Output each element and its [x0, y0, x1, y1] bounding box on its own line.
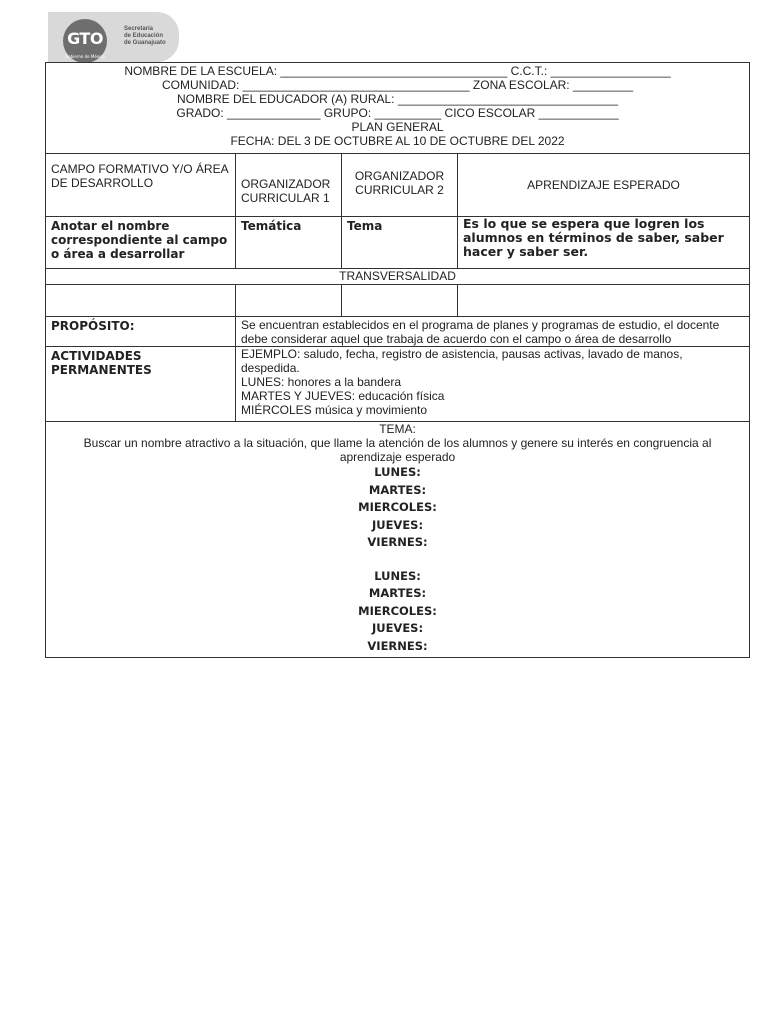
aprendizaje-value: Es lo que se espera que logren los alumnos en términos de saber, saber hacer y saber ser.	[458, 217, 750, 269]
logo-line-1: Secretaría	[124, 26, 154, 32]
proposito-row	[46, 317, 750, 347]
day-viernes-1: VIERNES:	[367, 535, 428, 549]
proposito-text: Se encuentran establecidos en el programa de planes y programas de estudio, el docente debe considerar aquel que trabaja de acuerdo con el campo o área de desarrollo	[236, 317, 750, 347]
header-educador: NOMBRE DEL EDUCADOR (A) RURAL: _________________________________	[176, 92, 619, 106]
actividades-line-2: LUNES: honores a la bandera	[241, 375, 402, 389]
org1-value: Temática	[236, 217, 342, 269]
week-1-days	[51, 464, 744, 552]
transversalidad-cell-1	[46, 285, 236, 317]
tema-label: TEMA:	[379, 422, 416, 436]
actividades-line-4: MIÉRCOLES música y movimiento	[241, 403, 428, 417]
logo-text	[124, 26, 166, 47]
plan-general-table	[45, 62, 750, 658]
header-fecha: FECHA: DEL 3 DE OCTUBRE AL 10 DE OCTUBRE DEL 2022	[230, 134, 565, 148]
col-header-org2: ORGANIZADOR CURRICULAR 2	[342, 154, 458, 217]
transversalidad-cell-2	[236, 285, 342, 317]
gto-badge-text: GTO	[67, 29, 103, 48]
actividades-line-1: EJEMPLO: saludo, fecha, registro de asistencia, pausas activas, lavado de manos, despedida.	[241, 347, 683, 375]
gto-badge	[63, 19, 107, 63]
day-jueves-2: JUEVES:	[371, 621, 424, 635]
day-jueves-1: JUEVES:	[371, 517, 424, 532]
col-header-campo: CAMPO FORMATIVO Y/O ÁREA DE DESARROLLO	[46, 154, 236, 217]
content-row	[46, 217, 750, 269]
col-header-aprendizaje: APRENDIZAJE ESPERADO	[458, 154, 750, 217]
header-grado: GRADO: ______________ GRUPO: __________ CICO ESCOLAR ____________	[176, 106, 619, 120]
header-row	[46, 63, 750, 154]
week-2-days	[51, 568, 744, 656]
week-spacer	[51, 552, 744, 568]
proposito-label: PROPÓSITO:	[46, 317, 236, 347]
day-martes-1: MARTES:	[368, 482, 427, 497]
logo-line-3: de Guanajuato	[124, 40, 166, 46]
tema-text: Buscar un nombre atractivo a la situación, que llame la atención de los alumnos y genere su interés en congruencia al aprendizaje esperado	[83, 436, 712, 464]
column-headers-row	[46, 154, 750, 217]
transversalidad-cell-4	[458, 285, 750, 317]
header-plan: PLAN GENERAL	[351, 120, 444, 134]
day-lunes-1: LUNES:	[374, 465, 421, 479]
header-cell	[46, 63, 750, 154]
header-comunidad: COMUNIDAD: __________________________________ ZONA ESCOLAR: _________	[162, 78, 634, 92]
logo-line-2: de Educación	[124, 33, 164, 39]
gto-badge-subtext: Gobierno de México	[65, 54, 105, 59]
transversalidad-cell-3	[342, 285, 458, 317]
secretaria-logo	[48, 12, 179, 62]
transversalidad-label: TRANSVERSALIDAD	[46, 269, 750, 285]
day-lunes-2: LUNES:	[374, 568, 421, 583]
campo-value: Anotar el nombre correspondiente al campo o área a desarrollar	[46, 217, 236, 269]
transversalidad-content-row	[46, 285, 750, 317]
tema-cell	[46, 422, 750, 658]
col-header-org1: ORGANIZADOR CURRICULAR 1	[236, 154, 342, 217]
day-martes-2: MARTES:	[368, 586, 427, 600]
transversalidad-row	[46, 269, 750, 285]
day-miercoles-2: MIERCOLES:	[358, 603, 437, 618]
actividades-row	[46, 347, 750, 422]
tema-row	[46, 422, 750, 658]
header-escuela: NOMBRE DE LA ESCUELA: __________________________________ C.C.T.: __________________	[124, 64, 671, 78]
actividades-line-3: MARTES Y JUEVES: educación física	[241, 389, 445, 403]
day-viernes-2: VIERNES:	[367, 638, 428, 653]
day-miercoles-1: MIERCOLES:	[358, 500, 437, 514]
actividades-content	[236, 347, 750, 422]
actividades-label: ACTIVIDADES PERMANENTES	[46, 347, 236, 422]
org2-value: Tema	[342, 217, 458, 269]
